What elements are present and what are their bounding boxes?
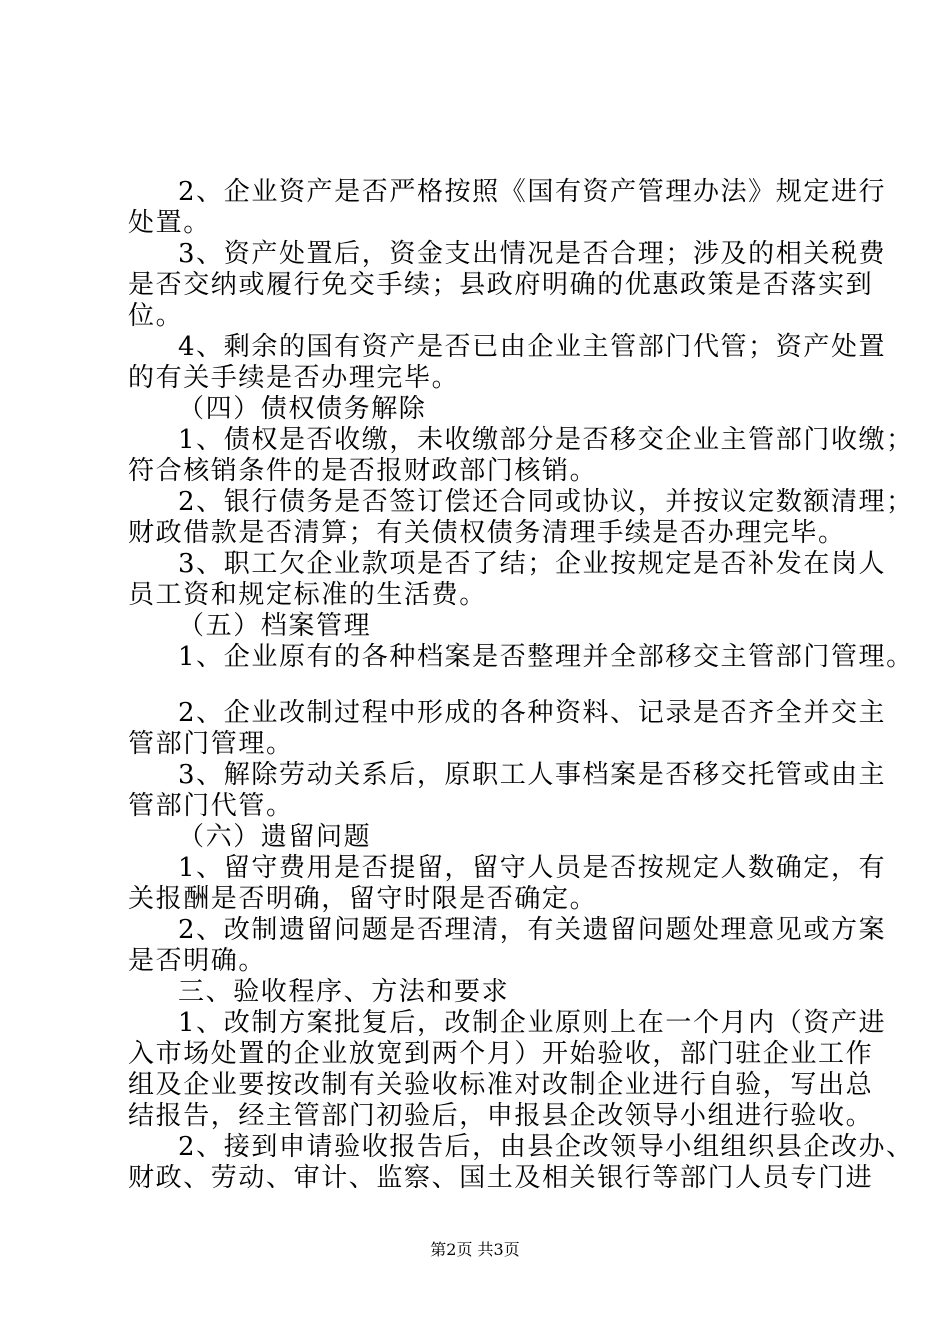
text-line: 财政借款是否清算；有关债权债务清理手续是否办理完毕。 <box>128 518 846 548</box>
text-line: 2、企业资产是否严格按照《国有资产管理办法》规定进行 <box>178 177 887 207</box>
text-line: 3、资产处置后，资金支出情况是否合理；涉及的相关税费 <box>178 239 887 269</box>
section-heading: （四）债权债务解除 <box>178 394 427 424</box>
text-line: 2、银行债务是否签订偿还合同或协议，并按议定数额清理； <box>178 487 914 517</box>
text-line: 员工资和规定标准的生活费。 <box>128 580 487 610</box>
text-line: 是否交纳或履行免交手续；县政府明确的优惠政策是否落实到 <box>128 270 874 300</box>
text-line: 2、企业改制过程中形成的各种资料、记录是否齐全并交主 <box>178 698 887 728</box>
text-line: 位。 <box>128 301 184 331</box>
text-line: 符合核销条件的是否报财政部门核销。 <box>128 456 598 486</box>
text-line: 结报告，经主管部门初验后，申报县企改领导小组进行验收。 <box>128 1101 874 1131</box>
text-line: 财政、劳动、审计、监察、国土及相关银行等部门人员专门进 <box>128 1163 874 1193</box>
text-line: 3、解除劳动关系后，原职工人事档案是否移交托管或由主 <box>178 760 887 790</box>
text-line: 入市场处置的企业放宽到两个月）开始验收，部门驻企业工作 <box>128 1039 874 1069</box>
text-line: 3、职工欠企业款项是否了结；企业按规定是否补发在岗人 <box>178 549 887 579</box>
text-line: 1、企业原有的各种档案是否整理并全部移交主管部门管理。 <box>178 642 914 672</box>
text-line: 2、接到申请验收报告后，由县企改领导小组组织县企改办、 <box>178 1132 914 1162</box>
section-heading: 三、验收程序、方法和要求 <box>178 977 510 1007</box>
section-heading: （五）档案管理 <box>178 611 372 641</box>
text-line: 的有关手续是否办理完毕。 <box>128 363 460 393</box>
text-line: 1、债权是否收缴，未收缴部分是否移交企业主管部门收缴； <box>178 425 914 455</box>
text-line: 管部门管理。 <box>128 729 294 759</box>
text-line: 处置。 <box>128 208 211 238</box>
text-line: 组及企业要按改制有关验收标准对改制企业进行自验，写出总 <box>128 1070 874 1100</box>
text-line: 2、改制遗留问题是否理清，有关遗留问题处理意见或方案 <box>178 915 887 945</box>
text-line: 1、改制方案批复后，改制企业原则上在一个月内（资产进 <box>178 1008 887 1038</box>
page-footer: 第2页 共3页 <box>430 1240 520 1259</box>
text-line: 4、剩余的国有资产是否已由企业主管部门代管；资产处置 <box>178 332 887 362</box>
text-line: 关报酬是否明确，留守时限是否确定。 <box>128 884 598 914</box>
text-line: 1、留守费用是否提留，留守人员是否按规定人数确定，有 <box>178 853 887 883</box>
text-line: 管部门代管。 <box>128 791 294 821</box>
text-line: 是否明确。 <box>128 946 267 976</box>
section-heading: （六）遗留问题 <box>178 822 372 852</box>
